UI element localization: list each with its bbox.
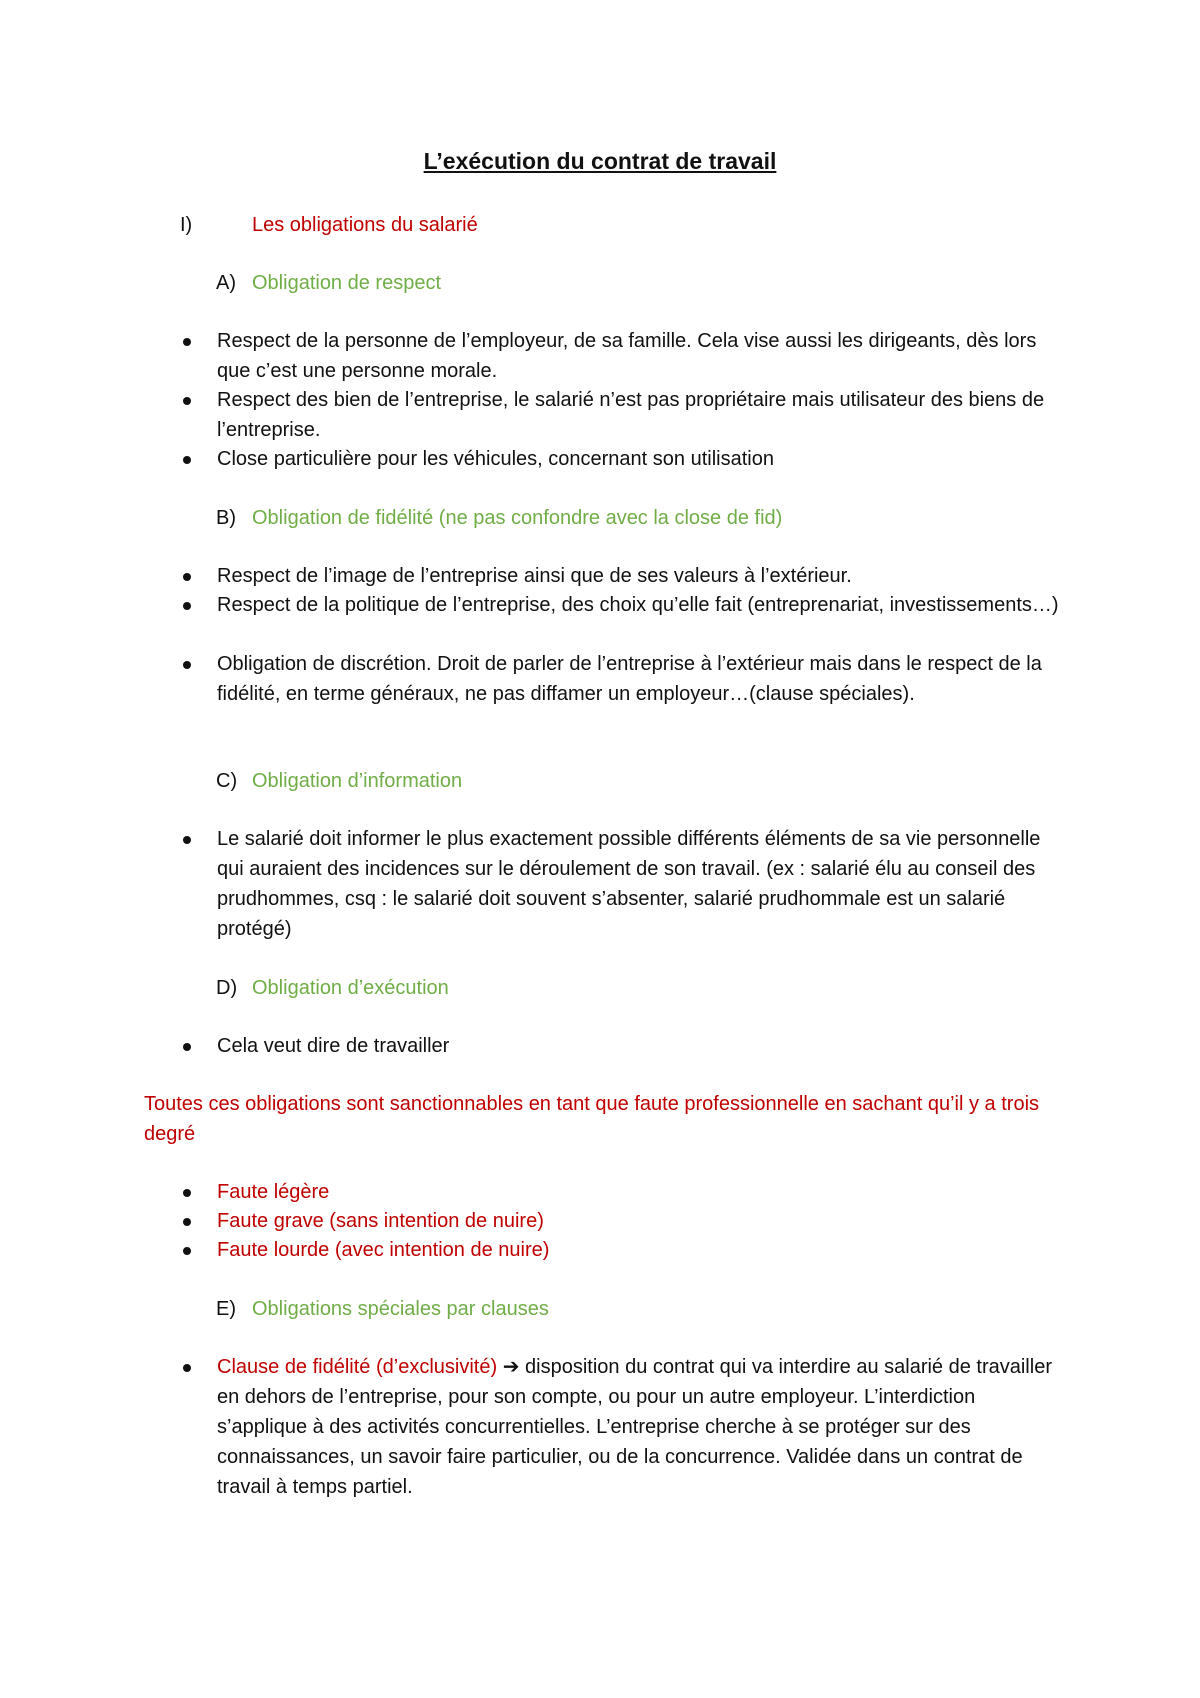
list-item: Respect de la politique de l’entreprise, des choix qu’elle fait (entreprenariat, investissements…) [217, 594, 1059, 616]
list-item: Faute grave (sans intention de nuire) [217, 1210, 544, 1232]
subsection-heading: Obligation d’information [252, 770, 463, 792]
subsection-letter: A) [216, 272, 236, 294]
subsection-heading: Obligations spéciales par clauses [252, 1298, 549, 1320]
bullet-icon [183, 456, 191, 464]
bullet-icon [183, 602, 191, 610]
list-item: Respect de la personne de l’employeur, de sa famille. Cela vise aussi les dirigeants, dès lors que c’est une personne morale. [217, 330, 1037, 382]
subsection-letter: D) [216, 977, 238, 999]
section-number: I) [180, 214, 193, 236]
bullet-icon [183, 1043, 191, 1051]
page-title: L’exécution du contrat de travail [423, 148, 777, 174]
subsection-heading: Obligation d’exécution [252, 977, 449, 999]
subsection-letter: C) [216, 770, 238, 792]
bullet-icon [183, 836, 191, 844]
bullet-icon [183, 1364, 191, 1372]
list-item: Cela veut dire de travailler [217, 1035, 450, 1057]
bullet-icon [183, 1189, 191, 1197]
list-item: Le salarié doit informer le plus exactement possible différents éléments de sa vie personnelle qui auraient des incidences sur le déroulement de son travail. (ex : salarié élu au conseil des prudhommes, csq : le salarié doit souvent s’absenter, salarié prudhommale est un salarié protégé) [217, 828, 1041, 940]
list-item: Respect de l’image de l’entreprise ainsi que de ses valeurs à l’extérieur. [217, 565, 852, 587]
list-item: Respect des bien de l’entreprise, le salarié n’est pas propriétaire mais utilisateur des biens de l’entreprise. [217, 389, 1045, 441]
clause-description: disposition du contrat qui va interdire au salarié de travailler en dehors de l’entreprise, pour son compte, ou pour un autre employeur. L’interdiction s’applique à des activités concurrentielles. L’entreprise cherche à se protéger sur des connaissances, un savoir faire particulier, ou de la concurrence. Validée dans un contrat de travail à temps partiel. [217, 1356, 1052, 1498]
list-item: Faute lourde (avec intention de nuire) [217, 1239, 550, 1261]
bullet-icon [183, 661, 191, 669]
subsection-letter: B) [216, 507, 236, 529]
bullet-icon [183, 1247, 191, 1255]
list-item: Obligation de discrétion. Droit de parler de l’entreprise à l’extérieur mais dans le respect de la fidélité, en terme généraux, ne pas diffamer un employeur…(clause spéciales). [217, 653, 1042, 705]
list-item: Faute légère [217, 1181, 330, 1203]
sanction-paragraph: Toutes ces obligations sont sanctionnables en tant que faute professionnelle en sachant qu’il y a trois degré [144, 1093, 1040, 1145]
list-item [217, 1352, 1067, 1502]
subsection-letter: E) [216, 1298, 236, 1320]
bullet-icon [183, 573, 191, 581]
subsection-heading: Obligation de fidélité (ne pas confondre avec la close de fid) [252, 507, 783, 529]
bullet-icon [183, 1218, 191, 1226]
arrow-icon: ➔ [502, 1356, 520, 1378]
subsection-heading: Obligation de respect [252, 272, 442, 294]
clause-term: Clause de fidélité (d’exclusivité) [217, 1356, 498, 1378]
bullet-icon [183, 338, 191, 346]
bullet-icon [183, 397, 191, 405]
section-heading: Les obligations du salarié [252, 214, 478, 236]
list-item: Close particulière pour les véhicules, concernant son utilisation [217, 448, 774, 470]
